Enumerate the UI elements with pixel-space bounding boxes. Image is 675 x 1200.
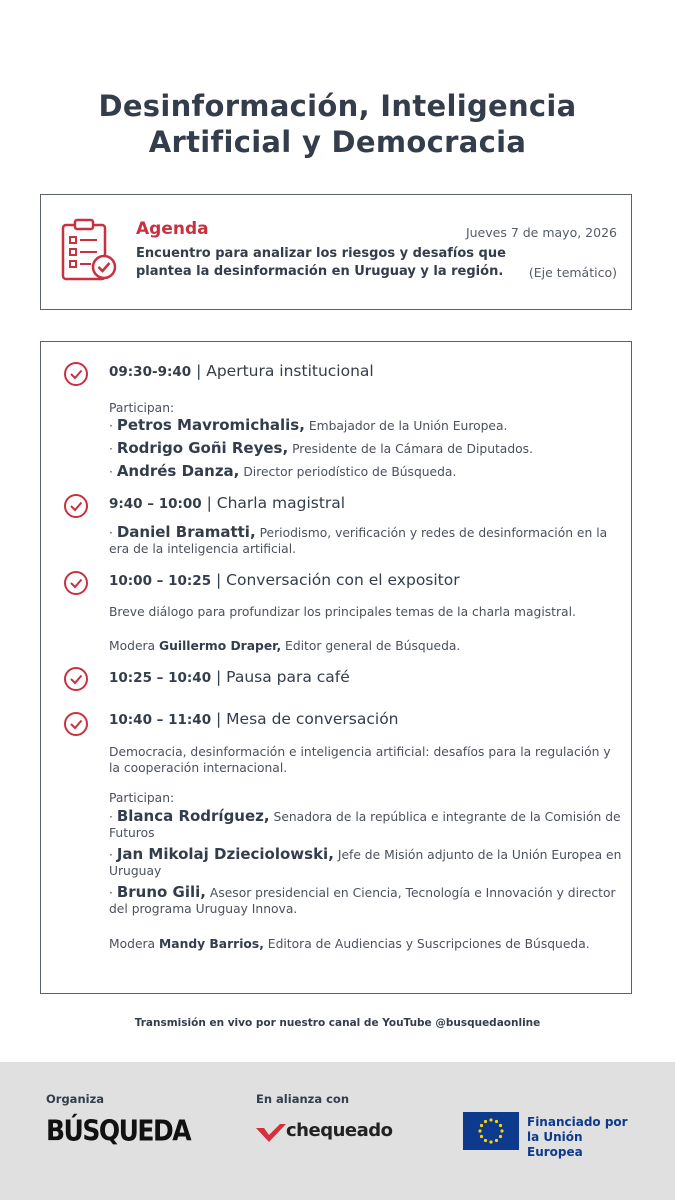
eu-text-line-1: Financiado por xyxy=(527,1115,628,1129)
participant-name: Daniel Bramatti, xyxy=(116,523,256,541)
schedule-item-title: 10:40 – 11:40 | Mesa de conversación xyxy=(109,710,399,728)
participant: · Daniel Bramatti, Periodismo, verificación y redes de desinformación en la era de la inteligencia artificial. xyxy=(109,523,608,556)
agenda-description: Encuentro para analizar los riesgos y desafíos que plantea la desinformación en Uruguay y la región. xyxy=(136,246,506,279)
participant-role: Director periodístico de Búsqueda. xyxy=(243,465,457,479)
participant-name: Blanca Rodríguez, xyxy=(116,807,270,825)
eu-funding-text xyxy=(527,1115,633,1160)
schedule-item-title: 10:00 – 10:25 | Conversación con el expositor xyxy=(109,571,460,589)
participant: · Blanca Rodríguez, Senadora de la república e integrante de la Comisión de Futuros xyxy=(109,807,621,840)
participant-role: Periodismo, verificación y redes de desinformación en la era de la inteligencia artificial. xyxy=(109,526,608,556)
participant-role: Asesor presidencial en Ciencia, Tecnología e Innovación y director del programa Uruguay Innova. xyxy=(109,886,616,916)
schedule-title: Mesa de conversación xyxy=(226,710,399,728)
agenda-box xyxy=(40,194,632,310)
eu-logo xyxy=(463,1112,633,1159)
agenda-heading: Agenda xyxy=(136,219,209,239)
participants-label: Participan: xyxy=(109,791,175,805)
agenda-theme: (Eje temático) xyxy=(528,265,617,280)
moderator-name: Guillermo Draper, xyxy=(159,639,282,653)
eu-flag-icon xyxy=(463,1112,519,1150)
title-line-2: Artificial y Democracia xyxy=(148,125,527,159)
participant-role: Senadora de la república e integrante de la Comisión de Futuros xyxy=(109,810,621,840)
participant-name: Rodrigo Goñi Reyes, xyxy=(116,439,289,457)
schedule-title: Charla magistral xyxy=(216,494,346,512)
stream-note: Transmisión en vivo por nuestro canal de YouTube @busquedaonline xyxy=(134,1017,541,1029)
participant: · Bruno Gili, Asesor presidencial en Ciencia, Tecnología e Innovación y director del programa Uruguay Innova. xyxy=(109,883,616,916)
agenda-date: Jueves 7 de mayo, 2026 xyxy=(465,225,617,240)
participant-name: Bruno Gili, xyxy=(116,883,206,901)
participant: · Rodrigo Goñi Reyes, Presidente de la Cámara de Diputados. xyxy=(109,439,533,457)
chequeado-logo-text: chequeado xyxy=(286,1120,393,1141)
participant: · Petros Mavromichalis, Embajador de la Unión Europea. xyxy=(109,416,508,434)
check-circle-icon xyxy=(63,493,89,519)
schedule-time: 9:40 – 10:00 xyxy=(109,496,202,512)
busqueda-logo: BÚSQUEDA xyxy=(46,1114,191,1148)
schedule-box xyxy=(40,341,632,994)
schedule-item-title: 9:40 – 10:00 | Charla magistral xyxy=(109,494,346,512)
schedule-time: 10:00 – 10:25 xyxy=(109,573,212,589)
schedule-item-title: 10:25 – 10:40 | Pausa para café xyxy=(109,668,350,686)
moderator-prefix: Modera xyxy=(109,639,156,653)
participant-role: Presidente de la Cámara de Diputados. xyxy=(292,442,533,456)
schedule-time: 10:40 – 11:40 xyxy=(109,712,212,728)
page-title xyxy=(0,88,675,160)
schedule-time: 10:25 – 10:40 xyxy=(109,670,212,686)
participant-name: Andrés Danza, xyxy=(116,462,240,480)
participant: · Jan Mikolaj Dzieciolowski, Jefe de Misión adjunto de la Unión Europea en Uruguay xyxy=(109,845,622,878)
organiza-label: Organiza xyxy=(46,1092,105,1106)
participants-label: Participan: xyxy=(109,401,175,415)
schedule-description: Democracia, desinformación e inteligencia artificial: desafíos para la regulación y la cooperación internacional. xyxy=(109,745,611,775)
check-circle-icon xyxy=(63,570,89,596)
eu-text-line-2: la Unión Europea xyxy=(527,1130,583,1159)
schedule-title: Pausa para café xyxy=(226,668,350,686)
clipboard-checklist-icon xyxy=(59,217,119,283)
moderator-name: Mandy Barrios, xyxy=(159,937,264,951)
schedule-description: Breve diálogo para profundizar los principales temas de la charla magistral. xyxy=(109,605,576,619)
check-circle-icon xyxy=(63,361,89,387)
chequeado-mark-icon xyxy=(256,1122,286,1144)
check-circle-icon xyxy=(63,711,89,737)
participant-role: Jefe de Misión adjunto de la Unión Europea en Uruguay xyxy=(109,848,622,878)
schedule-time: 09:30-9:40 xyxy=(109,364,192,380)
participant-role: Embajador de la Unión Europea. xyxy=(308,419,508,433)
alianza-label: En alianza con xyxy=(256,1092,349,1106)
moderator xyxy=(109,638,619,654)
participant-name: Jan Mikolaj Dzieciolowski, xyxy=(116,845,334,863)
moderator-prefix: Modera xyxy=(109,937,156,951)
title-line-1: Desinformación, Inteligencia xyxy=(98,89,577,123)
moderator-role: Editora de Audiencias y Suscripciones de Búsqueda. xyxy=(267,937,590,951)
moderator xyxy=(109,936,624,952)
schedule-title: Conversación con el expositor xyxy=(226,571,460,589)
check-circle-icon xyxy=(63,666,89,692)
schedule-item-title: 09:30-9:40 | Apertura institucional xyxy=(109,362,374,380)
footer xyxy=(0,1062,675,1200)
participant: · Andrés Danza, Director periodístico de Búsqueda. xyxy=(109,462,457,480)
moderator-role: Editor general de Búsqueda. xyxy=(285,639,461,653)
participant-name: Petros Mavromichalis, xyxy=(116,416,305,434)
schedule-title: Apertura institucional xyxy=(206,362,374,380)
